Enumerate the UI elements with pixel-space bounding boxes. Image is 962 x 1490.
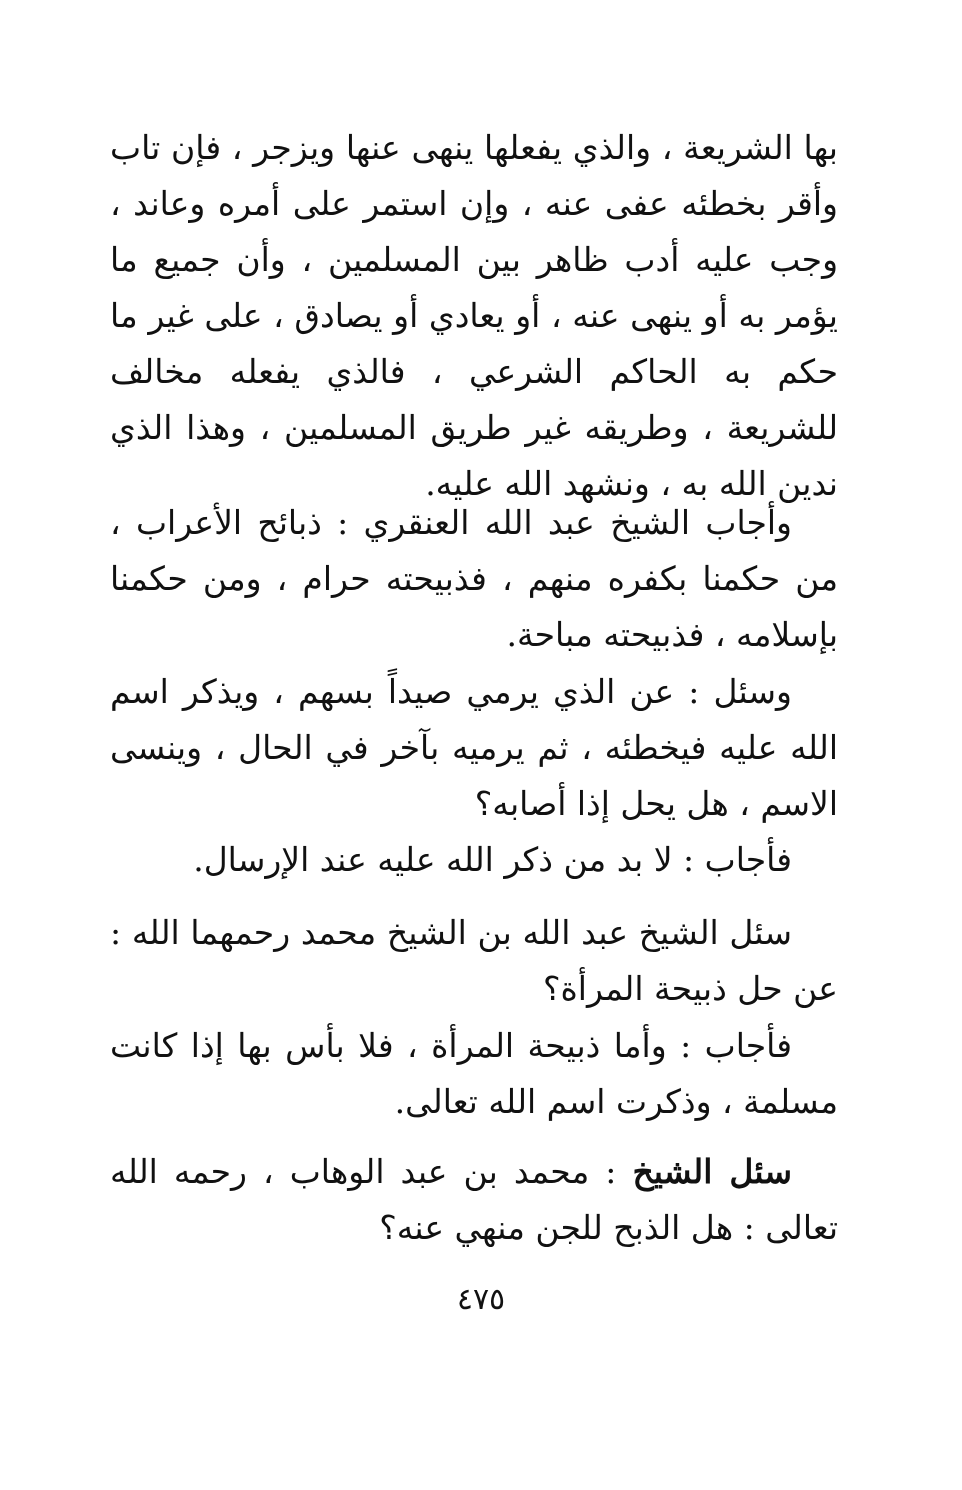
page-number: ٤٧٥ bbox=[456, 1282, 506, 1317]
paragraph-sharia-ruling: بها الشريعة ، والذي يفعلها ينهى عنها ويزجر ، فإن تاب وأقر بخطئه عفى عنه ، وإن استمر على أمره وعاند ، وجب عليه أدب ظاهر بين المسلمين ، وأن جميع ما يؤمر به أو ينهى عنه ، أو يعادي أو يصادق ، على غير ما حكم به الحاكم الشرعي ، فالذي يفعله مخالف للشريعة ، وطريقه غير طريق المسلمين ، وهذا الذي ندين الله به ، ونشهد الله عليه. bbox=[110, 128, 838, 503]
paragraph-woman-slaughter-question: سئل الشيخ عبد الله بن الشيخ محمد رحمهما الله : عن حل ذبيحة المرأة؟ bbox=[110, 913, 838, 1008]
paragraph-hunting-question: وسئل : عن الذي يرمي صيداً بسهم ، ويذكر اسم الله عليه فيخطئه ، ثم يرميه بآخر في الحال ، وينسى الاسم ، هل يحل إذا أصابه؟ bbox=[110, 672, 838, 823]
paragraph-woman-slaughter-answer: فأجاب : وأما ذبيحة المرأة ، فلا بأس بها إذا كانت مسلمة ، وذكرت اسم الله تعالى. bbox=[110, 1026, 838, 1121]
paragraph-anqari-answer: وأجاب الشيخ عبد الله العنقري : ذبائح الأعراب ، من حكمنا بكفره منهم ، فذبيحته حرام ، ومن حكمنا بإسلامه ، فذبيحته مباحة. bbox=[110, 503, 838, 654]
paragraph-hunting-answer: فأجاب : لا بد من ذكر الله عليه عند الإرسال. bbox=[193, 840, 792, 879]
paragraph-jinn-question bbox=[110, 1144, 838, 1256]
question-body: : محمد بن عبد الوهاب ، رحمه الله تعالى : هل الذبح للجن منهي عنه؟ bbox=[110, 1152, 838, 1247]
question-lead-bold: سئل الشيخ bbox=[632, 1152, 792, 1191]
